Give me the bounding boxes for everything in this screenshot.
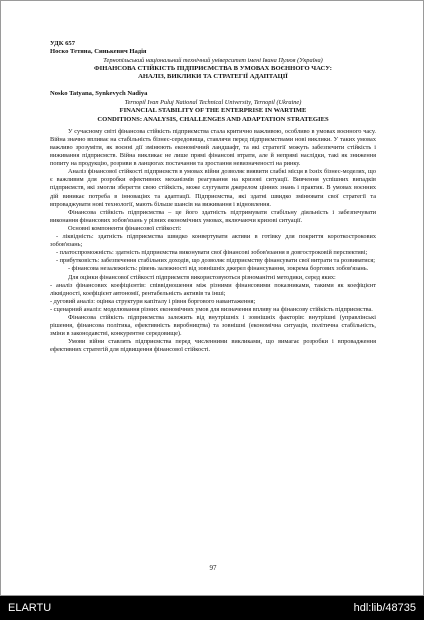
paragraph: Умови війни ставлять підприємства перед численними викликами, що вимагає розробки і впровадження ефективних стратегій для підвищення фінансової стійкості. <box>50 338 376 354</box>
repository-name: ELARTU <box>8 602 52 614</box>
list-item: - дуговий аналіз: оцінка структури капіталу і рівня боргового навантаження; <box>50 297 256 305</box>
page-number: 97 <box>209 564 217 572</box>
paragraph: Фінансова стійкість підприємства залежить від внутрішніх і зовнішніх факторів: внутрішні (управлінські рішення, фінансова політика, ефективність виробництва) та зовнішні (економічна ситуація, політична стабільність, зміни в законодавстві, конкурентне середовище). <box>50 313 376 338</box>
title-en-line-2: CONDITIONS: ANALYSIS, CHALLENGES AND ADAPTATION STRATEGIES <box>97 115 329 123</box>
title-ua-line-1: ФІНАНСОВА СТІЙКІСТЬ ПІДПРИЄМСТВА В УМОВАХ ВОЄННОГО ЧАСУ: <box>94 65 332 72</box>
list-item: - прибутковість: забезпечення стабільних доходів, що дозволяє підприємству фінансувати свої витрати та розвиватися; <box>56 257 376 265</box>
paragraph: Аналіз фінансової стійкості підприємств в умовах війни дозволяє виявити слабкі місця в їхніх бізнес-моделях, що є важливим для розробки ефективних механізмів реагування на кризові ситуації. Вивчення успішних випадків підприємств, які змогли зберегти свою стійкість, може слугувати джерелом цінних знань і практик. В умовах воєнних дій виникає потреба в інноваціях та адаптації. Підприємства, які здатні швидко змінювати свої стратегії та впроваджувати нові технології, мають більше шансів на виживання і відновлення. <box>50 168 376 208</box>
paragraph: Основні компоненти фінансової стійкості: <box>68 224 182 232</box>
title-ua-line-2: АНАЛІЗ, ВИКЛИКИ ТА СТРАТЕГІЇ АДАПТАЦІЇ <box>138 73 288 81</box>
list-item: - ліквідність: здатність підприємства швидко конвертувати активи в готівку для покриття короткострокових зобов'язань; <box>50 233 376 249</box>
article-page <box>50 40 376 354</box>
list-item: - платоспроможність: здатність підприємства виконувати свої фінансові зобов'язання в довгостроковій перспективі; <box>56 249 368 257</box>
authors-ua: Носко Тетяна, Синькевич Надія <box>50 48 147 55</box>
list-item: - аналіз фінансових коефіцієнтів: співвідношення між різними фінансовими показниками, такими як коефіцієнт ліквідності, коефіцієнт автономії, рентабельність активів та інші; <box>50 281 376 297</box>
title-en-line-1: FINANCIAL STABILITY OF THE ENTERPRISE IN WARTIME <box>119 107 307 115</box>
paragraph: У сучасному світі фінансова стійкість підприємства стала критично важливою, особливо в умовах воєнного часу. Війна значно впливає на стабільність бізнес-середовища, ставлячи перед підприємствами нові виклики. У таких умовах важливо зрозуміти, як воєнні дії змінюють економічний ландшафт, та які стратегії можуть забезпечити стійкість і виживання підприємств. Війна викликає не лише прямі фінансові втрати, але й непрямі наслідки, такі як зниження попиту на продукцію, розриви в ланцюгах постачання та зростання невизначеності на ринку. <box>50 127 376 168</box>
paragraph: Фінансова стійкість підприємства – це його здатність підтримувати стабільну діяльність і забезпечувати виконання фінансових зобов'язань у різних економічних умовах, включаючи кризові ситуації. <box>50 208 376 224</box>
article-body <box>50 128 376 355</box>
affiliation-ua: Тернопільський національний технічний університет імені Івана Пулюя (Україна) <box>103 57 323 64</box>
udk-code: УДК 657 <box>50 40 76 47</box>
affiliation-en: Ternopil Ivan Puluj National Technical University, Ternopil (Ukraine) <box>124 99 302 107</box>
authors-en: Nosko Tatyana, Synkevych Nadiya <box>50 90 148 98</box>
paragraph: Для оцінки фінансової стійкості підприємств використовуються різноманітні методики, серед яких: <box>68 273 336 281</box>
repository-footer <box>0 596 424 620</box>
list-item: - фінансова незалежність: рівень залежності від зовнішніх джерел фінансування, зокрема боргових зобов'язань. <box>68 265 369 273</box>
list-item: - сценарний аналіз: моделювання різних економічних умов для визначення впливу на фінансову стійкість підприємства. <box>50 305 373 313</box>
handle-id: hdl:lib/48735 <box>353 602 416 614</box>
